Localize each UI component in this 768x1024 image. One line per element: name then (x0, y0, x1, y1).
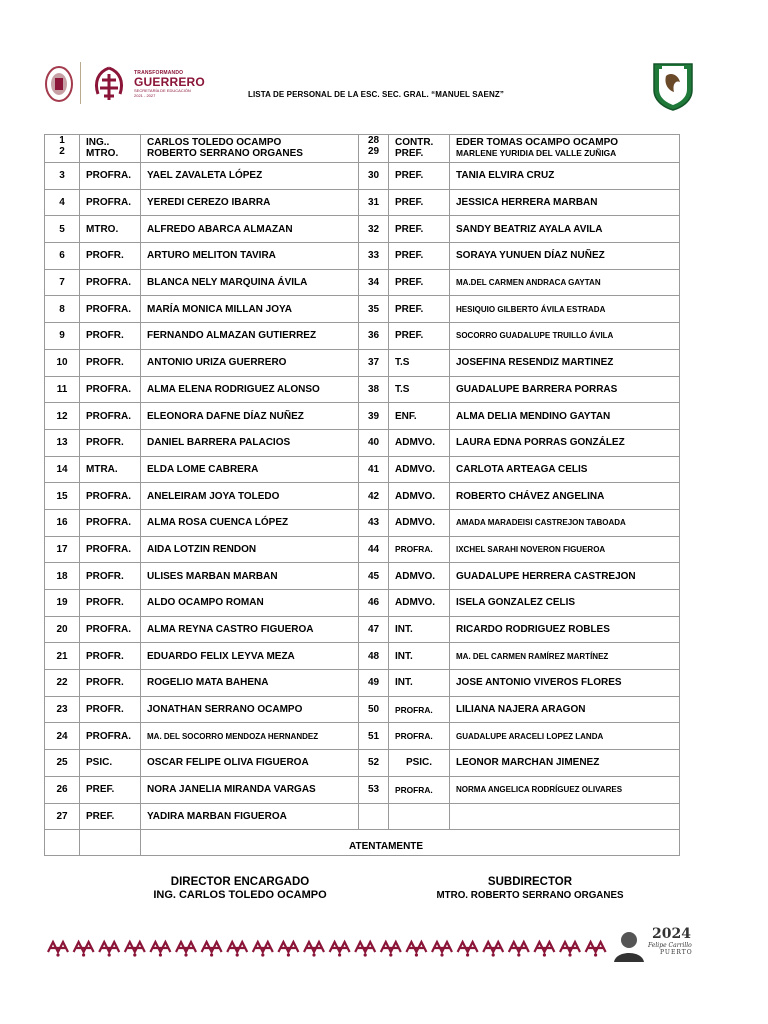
brand-text (134, 70, 214, 98)
staff-name: ROBERTO CHÁVEZ ANGELINA (450, 483, 680, 510)
brand-line-2: GUERRERO (134, 75, 205, 89)
staff-name: ALDO OCAMPO ROMAN (141, 590, 359, 617)
staff-title: PROFRA. (80, 723, 141, 750)
table-row (45, 216, 680, 243)
name-cell (450, 135, 680, 163)
table-row (45, 803, 680, 830)
staff-title: PREF. (389, 296, 450, 323)
pattern-motif (534, 942, 554, 957)
school-crest-icon (650, 60, 696, 112)
staff-name: CARLOS TOLEDO OCAMPO (147, 137, 282, 148)
table-row (45, 163, 680, 190)
staff-name: ELDA LOME CABRERA (141, 456, 359, 483)
row-number: 42 (359, 483, 389, 510)
pattern-motif (586, 942, 606, 957)
pattern-motif (150, 942, 170, 957)
pattern-motif (483, 942, 503, 957)
title-cell (389, 135, 450, 163)
table-row (45, 429, 680, 456)
staff-name: RICARDO RODRIGUEZ ROBLES (450, 616, 680, 643)
pattern-motif (381, 942, 401, 957)
row-number: 3 (45, 163, 80, 190)
row-number: 8 (45, 296, 80, 323)
table-row (45, 323, 680, 350)
staff-name: OSCAR FELIPE OLIVA FIGUEROA (141, 750, 359, 777)
row-number: 39 (359, 403, 389, 430)
table-row (45, 189, 680, 216)
staff-name: MA.DEL CARMEN ANDRACA GAYTAN (450, 269, 680, 296)
staff-name: JOSE ANTONIO VIVEROS FLORES (450, 670, 680, 697)
staff-name: EDUARDO FELIX LEYVA MEZA (141, 643, 359, 670)
row-number: 19 (45, 590, 80, 617)
pattern-motif (355, 942, 375, 957)
staff-name: JONATHAN SERRANO OCAMPO (141, 696, 359, 723)
empty-cell (45, 830, 80, 856)
staff-title: PROFRA. (80, 616, 141, 643)
title-cell (80, 135, 141, 163)
pattern-motif (458, 942, 478, 957)
row-number: 10 (45, 349, 80, 376)
staff-title: PROFRA. (80, 189, 141, 216)
table-row (45, 456, 680, 483)
year-badge (612, 926, 698, 964)
staff-title: PREF. (389, 243, 450, 270)
row-number: 41 (359, 456, 389, 483)
staff-name: MA. DEL CARMEN RAMÍREZ MARTÍNEZ (450, 643, 680, 670)
staff-title: CONTR. (395, 137, 434, 148)
staff-name: ROBERTO SERRANO ORGANES (147, 148, 303, 159)
table-row (45, 135, 680, 163)
staff-title: PROFR. (80, 563, 141, 590)
director-signature (140, 876, 340, 902)
pattern-motif (406, 942, 426, 957)
staff-title: ENF. (389, 403, 450, 430)
portrait-icon (612, 928, 646, 962)
pattern-motif (304, 942, 324, 957)
staff-title: ADMVO. (389, 509, 450, 536)
staff-name: CARLOTA ARTEAGA CELIS (450, 456, 680, 483)
staff-name: FERNANDO ALMAZAN GUTIERREZ (141, 323, 359, 350)
pattern-motif (125, 942, 145, 957)
row-number: 29 (367, 146, 380, 157)
staff-title: PROFRA. (80, 376, 141, 403)
staff-title: ADMVO. (389, 429, 450, 456)
staff-title: ING.. (86, 137, 110, 148)
row-number: 32 (359, 216, 389, 243)
staff-name: YAEL ZAVALETA LÓPEZ (141, 163, 359, 190)
badge-line-2: PUERTO (660, 949, 693, 956)
table-row (45, 509, 680, 536)
pattern-motif (74, 942, 94, 957)
pattern-motif (227, 942, 247, 957)
staff-name: ROGELIO MATA BAHENA (141, 670, 359, 697)
staff-name: MARÍA MONICA MILLAN JOYA (141, 296, 359, 323)
table-row (45, 643, 680, 670)
staff-name: JESSICA HERRERA MARBAN (450, 189, 680, 216)
empty-cell (80, 830, 141, 856)
staff-name: LAURA EDNA PORRAS GONZÁLEZ (450, 429, 680, 456)
staff-title: MTRO. (86, 148, 119, 159)
row-number: 46 (359, 590, 389, 617)
row-number: 20 (45, 616, 80, 643)
row-number: 25 (45, 750, 80, 777)
row-number (359, 803, 389, 830)
staff-name: GUADALUPE BARRERA PORRAS (450, 376, 680, 403)
row-number: 11 (45, 376, 80, 403)
staff-name: AMADA MARADEISI CASTREJON TABOADA (450, 509, 680, 536)
director-name: ING. CARLOS TOLEDO OCAMPO (153, 889, 327, 901)
staff-name: DANIEL BARRERA PALACIOS (141, 429, 359, 456)
row-number: 4 (45, 189, 80, 216)
row-number: 12 (45, 403, 80, 430)
row-number: 16 (45, 509, 80, 536)
row-number: 6 (45, 243, 80, 270)
row-number: 7 (45, 269, 80, 296)
row-number: 28 (367, 135, 380, 146)
government-seal-icon (44, 64, 74, 104)
brand-line-3: SECRETARÍA DE EDUCACIÓN (134, 88, 191, 93)
row-number: 5 (45, 216, 80, 243)
badge-line-1: Felipe Carrillo (648, 942, 692, 949)
staff-title: PROFRA. (80, 509, 141, 536)
table-row (45, 563, 680, 590)
pattern-motif (99, 942, 119, 957)
staff-title: PROFR. (80, 429, 141, 456)
staff-name: SORAYA YUNUEN DÍAZ NUÑEZ (450, 243, 680, 270)
staff-title: PREF. (389, 269, 450, 296)
staff-title: PROFRA. (80, 296, 141, 323)
staff-name: AIDA LOTZIN RENDON (141, 536, 359, 563)
pattern-motif (560, 942, 580, 957)
staff-name: SOCORRO GUADALUPE TRUILLO ÁVILA (450, 323, 680, 350)
row-number: 40 (359, 429, 389, 456)
table-row (45, 723, 680, 750)
table-row (45, 750, 680, 777)
staff-title: PSIC. (80, 750, 141, 777)
row-number: 48 (359, 643, 389, 670)
pattern-motif (176, 942, 196, 957)
logo-divider (80, 62, 81, 104)
staff-title: PSIC. (389, 750, 450, 777)
table-row (45, 269, 680, 296)
staff-name: ALMA ELENA RODRIGUEZ ALONSO (141, 376, 359, 403)
row-number: 17 (45, 536, 80, 563)
staff-title: INT. (389, 643, 450, 670)
staff-title: PROFRA. (80, 536, 141, 563)
pattern-motif (432, 942, 452, 957)
staff-name: LEONOR MARCHAN JIMENEZ (450, 750, 680, 777)
staff-title: PROFR. (80, 323, 141, 350)
staff-name: ARTURO MELITON TAVIRA (141, 243, 359, 270)
table-row (45, 536, 680, 563)
staff-name: NORMA ANGELICA RODRÍGUEZ OLIVARES (450, 776, 680, 803)
row-number: 13 (45, 429, 80, 456)
staff-title: MTRO. (80, 216, 141, 243)
row-number: 26 (45, 776, 80, 803)
row-number: 37 (359, 349, 389, 376)
staff-name: NORA JANELIA MIRANDA VARGAS (141, 776, 359, 803)
table-row (45, 616, 680, 643)
staff-name (450, 803, 680, 830)
staff-name: GUADALUPE ARACELI LOPEZ LANDA (450, 723, 680, 750)
staff-title: ADMVO. (389, 563, 450, 590)
staff-title: PREF. (389, 323, 450, 350)
staff-title: PREF. (80, 803, 141, 830)
staff-title: PROFRA. (389, 723, 450, 750)
staff-title: PROFR. (80, 590, 141, 617)
staff-name: MARLENE YURIDIA DEL VALLE ZUÑIGA (456, 148, 617, 158)
badge-year: 2024 (652, 926, 691, 942)
page-header (0, 0, 768, 130)
staff-title: ADMVO. (389, 483, 450, 510)
staff-name: JOSEFINA RESENDIZ MARTINEZ (450, 349, 680, 376)
staff-title: MTRA. (80, 456, 141, 483)
row-number-cell (359, 135, 389, 163)
staff-title: PROFR. (80, 349, 141, 376)
staff-title: PROFRA. (80, 483, 141, 510)
staff-table (44, 134, 680, 856)
row-number: 44 (359, 536, 389, 563)
row-number: 30 (359, 163, 389, 190)
row-number: 9 (45, 323, 80, 350)
row-number-cell (45, 135, 80, 163)
staff-name: IXCHEL SARAHI NOVERON FIGUEROA (450, 536, 680, 563)
staff-title: PREF. (80, 776, 141, 803)
name-cell (141, 135, 359, 163)
staff-title: PREF. (389, 189, 450, 216)
staff-title: PROFRA. (389, 696, 450, 723)
staff-name: YADIRA MARBAN FIGUEROA (141, 803, 359, 830)
staff-name: ANELEIRAM JOYA TOLEDO (141, 483, 359, 510)
table-row (45, 349, 680, 376)
staff-name: ALMA DELIA MENDINO GAYTAN (450, 403, 680, 430)
staff-title (389, 803, 450, 830)
staff-name: LILIANA NAJERA ARAGON (450, 696, 680, 723)
row-number: 24 (45, 723, 80, 750)
staff-title: INT. (389, 616, 450, 643)
row-number: 22 (45, 670, 80, 697)
staff-name: ANTONIO URIZA GUERRERO (141, 349, 359, 376)
staff-name: ALFREDO ABARCA ALMAZAN (141, 216, 359, 243)
staff-name: TANIA ELVIRA CRUZ (450, 163, 680, 190)
table-row (45, 483, 680, 510)
staff-title: PREF. (389, 216, 450, 243)
staff-name: SANDY BEATRIZ AYALA AVILA (450, 216, 680, 243)
table-row (45, 776, 680, 803)
staff-name: ALMA REYNA CASTRO FIGUEROA (141, 616, 359, 643)
table-row (45, 590, 680, 617)
staff-name: ISELA GONZALEZ CELIS (450, 590, 680, 617)
table-row (45, 376, 680, 403)
pattern-motif (48, 942, 68, 957)
staff-name: ELEONORA DAFNE DÍAZ NUÑEZ (141, 403, 359, 430)
row-number: 33 (359, 243, 389, 270)
staff-title: PROFRA. (80, 269, 141, 296)
pattern-motif (202, 942, 222, 957)
staff-name: MA. DEL SOCORRO MENDOZA HERNANDEZ (141, 723, 359, 750)
staff-title: INT. (389, 670, 450, 697)
decorative-footer-pattern (44, 938, 610, 958)
table-row (45, 296, 680, 323)
table-row (45, 403, 680, 430)
row-number: 1 (59, 135, 65, 146)
staff-title: PROFRA. (80, 403, 141, 430)
subdirector-name: MTRO. ROBERTO SERRANO ORGANES (436, 890, 624, 901)
staff-title: PROFR. (80, 670, 141, 697)
row-number: 31 (359, 189, 389, 216)
staff-title: ADMVO. (389, 456, 450, 483)
row-number: 15 (45, 483, 80, 510)
pattern-motif (253, 942, 273, 957)
staff-name: HESIQUIO GILBERTO ÁVILA ESTRADA (450, 296, 680, 323)
staff-title: PROFRA. (389, 536, 450, 563)
staff-title: PROFR. (80, 696, 141, 723)
staff-title: T.S (389, 349, 450, 376)
staff-title: PROFRA. (80, 163, 141, 190)
row-number: 38 (359, 376, 389, 403)
row-number: 45 (359, 563, 389, 590)
staff-title: ADMVO. (389, 590, 450, 617)
staff-name: ALMA ROSA CUENCA LÓPEZ (141, 509, 359, 536)
staff-title: PROFRA. (389, 776, 450, 803)
table-row (45, 243, 680, 270)
table-row (45, 696, 680, 723)
staff-name: BLANCA NELY MARQUINA ÁVILA (141, 269, 359, 296)
subdirector-role: SUBDIRECTOR (487, 876, 573, 888)
table-row (45, 670, 680, 697)
row-number: 43 (359, 509, 389, 536)
pattern-motif (330, 942, 350, 957)
row-number: 35 (359, 296, 389, 323)
row-number: 14 (45, 456, 80, 483)
row-number: 51 (359, 723, 389, 750)
guerrero-logo-icon (88, 64, 130, 104)
row-number: 36 (359, 323, 389, 350)
row-number: 52 (359, 750, 389, 777)
brand-line-4: 2021 - 2027 (134, 93, 156, 98)
row-number: 23 (45, 696, 80, 723)
row-number: 47 (359, 616, 389, 643)
staff-title: PROFR. (80, 243, 141, 270)
director-role: DIRECTOR ENCARGADO (170, 876, 310, 888)
staff-name: GUADALUPE HERRERA CASTREJON (450, 563, 680, 590)
row-number: 34 (359, 269, 389, 296)
row-number: 27 (45, 803, 80, 830)
row-number: 49 (359, 670, 389, 697)
row-number: 18 (45, 563, 80, 590)
row-number: 2 (59, 146, 65, 157)
closing-text: ATENTAMENTE (141, 830, 680, 856)
brand-line-1: TRANSFORMANDO (134, 70, 184, 76)
pattern-motif (278, 942, 298, 957)
pattern-motif (509, 942, 529, 957)
staff-title: PROFR. (80, 643, 141, 670)
document-title: LISTA DE PERSONAL DE LA ESC. SEC. GRAL. “MANUEL SAENZ” (248, 90, 504, 99)
staff-name: EDER TOMAS OCAMPO OCAMPO (456, 137, 619, 148)
row-number: 53 (359, 776, 389, 803)
staff-title: PREF. (395, 148, 424, 159)
staff-title: T.S (389, 376, 450, 403)
staff-name: ULISES MARBAN MARBAN (141, 563, 359, 590)
row-number: 21 (45, 643, 80, 670)
subdirector-signature (420, 876, 640, 902)
closing-row (45, 830, 680, 856)
staff-title: PREF. (389, 163, 450, 190)
row-number: 50 (359, 696, 389, 723)
staff-name: YEREDI CEREZO IBARRA (141, 189, 359, 216)
